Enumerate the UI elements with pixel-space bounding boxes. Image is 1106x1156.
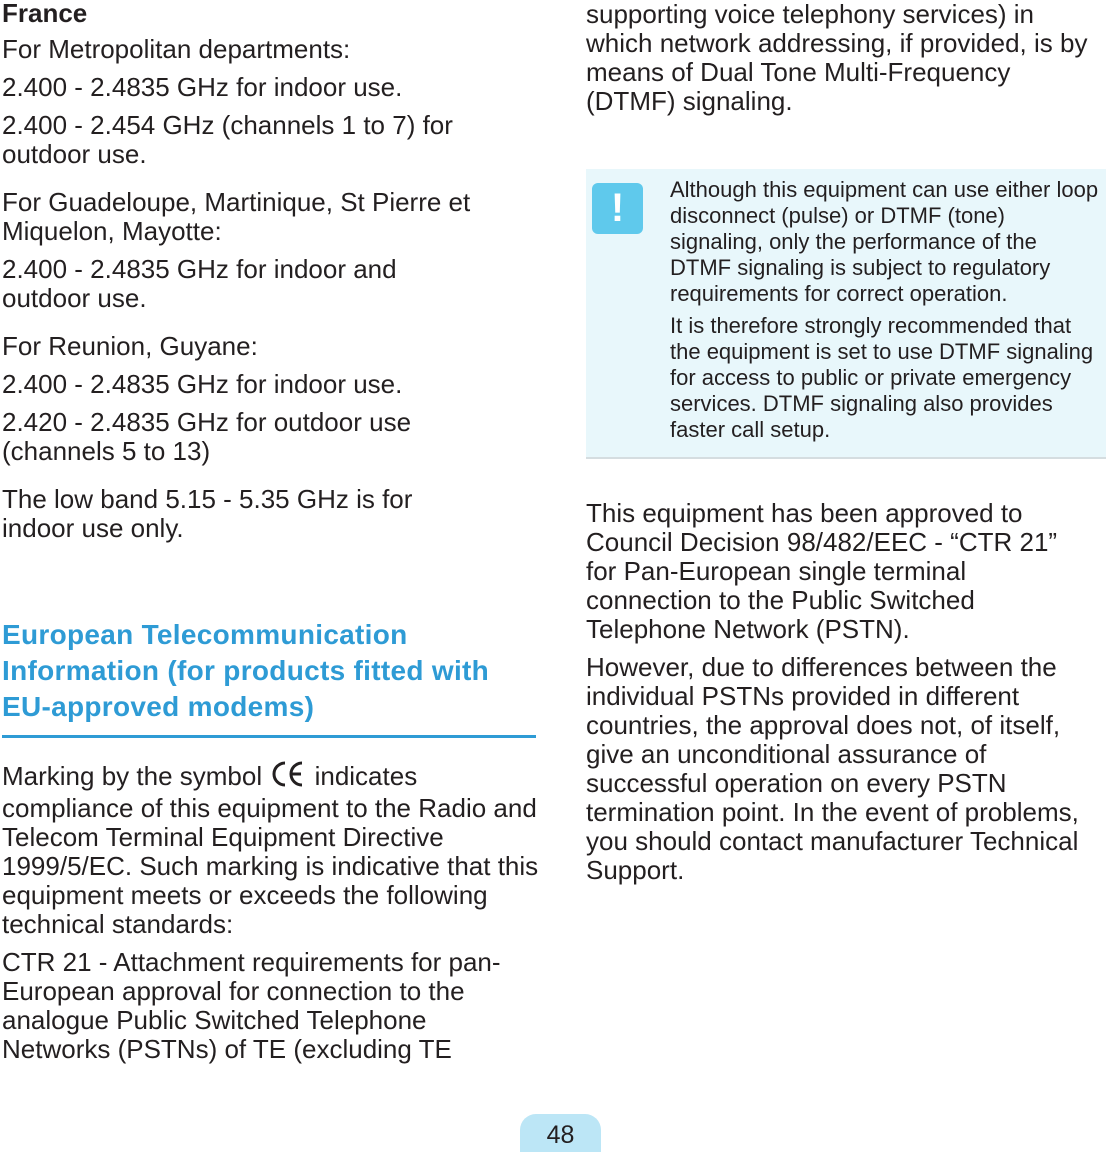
france-heading: France (2, 0, 88, 28)
section-title: European Telecommunication Information (for products fitted with EU-approved modems) (2, 617, 536, 738)
right-column (586, 0, 1106, 885)
guadeloupe-line: 2.400 - 2.4835 GHz for indoor and outdoor use. (2, 254, 397, 313)
france-line: 2.400 - 2.454 GHz (channels 1 to 7) for outdoor use. (2, 110, 453, 169)
guadeloupe-line: For Guadeloupe, Martinique, St Pierre et Miquelon, Mayotte: (2, 187, 471, 246)
low-band-note: The low band 5.15 - 5.35 GHz is for indoor use only. (2, 484, 413, 543)
ctr21-standard: CTR 21 - Attachment requirements for pan-European approval for connection to the analogue Public Switched Telephone Networks (PSTNs) of TE (excluding TE (2, 947, 501, 1064)
approval-paragraph: This equipment has been approved to Council Decision 98/482/EEC - “CTR 21” for Pan-European single terminal connection to the Public Switched Telephone Network (PSTN). (586, 498, 1058, 644)
france-line: For Metropolitan departments: (2, 34, 351, 64)
marking-text-after: indicates compliance of this equipment to the Radio and Telecom Terminal Equipment Directive 1999/5/EC. Such marking is indicative that this equipment meets or exceeds the following technical standards: (2, 761, 539, 939)
left-column (2, 0, 542, 1064)
marking-text-before: Marking by the symbol (2, 761, 263, 791)
page-number: 48 (520, 1114, 601, 1152)
france-line: 2.400 - 2.4835 GHz for indoor use. (2, 72, 403, 102)
reunion-line: 2.420 - 2.4835 GHz for outdoor use (channels 5 to 13) (2, 407, 412, 466)
marking-paragraph (2, 760, 542, 939)
exclamation-icon: ! (592, 183, 643, 234)
ce-mark-icon (271, 760, 305, 794)
caution-paragraph: It is therefore strongly recommended that the equipment is set to use DTMF signaling for access to public or private emergency services. DTMF signaling also provides faster call setup. (670, 313, 1094, 442)
reunion-line: For Reunion, Guyane: (2, 331, 258, 361)
reunion-line: 2.400 - 2.4835 GHz for indoor use. (2, 369, 403, 399)
however-paragraph: However, due to differences between the individual PSTNs provided in different countries, the approval does not, of itself, give an unconditional assurance of successful operation on every PSTN termination point. In the event of problems, you should contact manufacturer Technical Support. (586, 652, 1079, 885)
continued-paragraph: supporting voice telephony services) in which network addressing, if provided, is by means of Dual Tone Multi-Frequency (DTMF) signaling. (586, 0, 1088, 116)
caution-paragraph: Although this equipment can use either loop disconnect (pulse) or DTMF (tone) signaling, only the performance of the DTMF signaling is subject to regulatory requirements for correct operation. (670, 177, 1099, 306)
caution-box (586, 169, 1106, 459)
